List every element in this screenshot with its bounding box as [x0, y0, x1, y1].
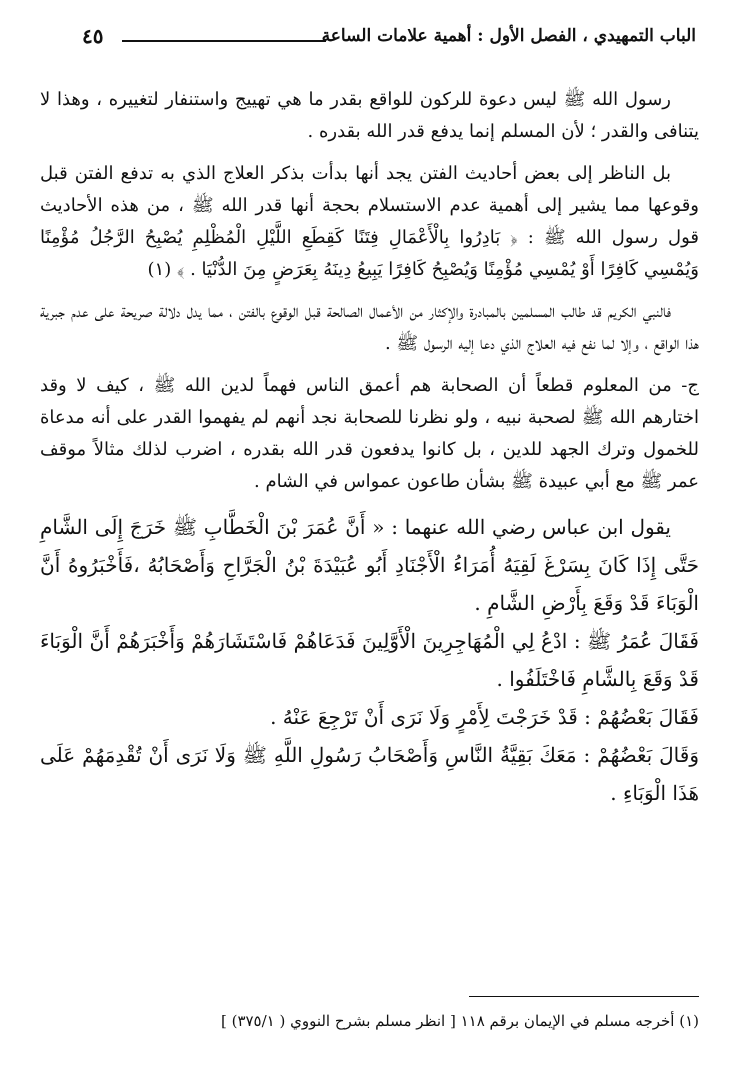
- header-rule: [122, 40, 326, 42]
- footnote: (١) أخرجه مسلم في الإيمان برقم ١١٨ [ انظر مسلم بشرح النووي ( ٣٧٥/١) ]: [220, 1012, 699, 1030]
- main-text: [40, 84, 699, 812]
- paragraph-1: رسول الله ﷺ ليس دعوة للركون للواقع بقدر ما هي تهييج واستنفار لتغييره ، وهذا لا يتنافى والقدر ؛ لأن المسلم إنما يدفع قدر الله بقدره .: [40, 89, 699, 142]
- header-title: الباب التمهيدي ، الفصل الأول : أهمية علامات الساعة: [321, 26, 696, 46]
- paragraph-3: فالنبي الكريم قد طالب المسلمين بالمبادرة والإكثار من الأعمال الصالحة قبل الوقوع بالفتن ، مما يدل دلالة صريحة على عدم جبرية هذا الواقع ، وإلا لما نفع فيه العلاج الذي دعا إليه الرسول ﷺ .: [40, 301, 699, 354]
- quote-part-2: فَقَالَ بَعْضُهُمْ : قَدْ خَرَجْتَ لِأَمْرٍ وَلَا نَرَى أَنْ تَرْجِعَ عَنْهُ .: [270, 705, 699, 729]
- paragraph-2: بل الناظر إلى بعض أحاديث الفتن يجد أنها بدأت بذكر العلاج الذي به تدفع الفتن قبل وقوعها مما يشير إلى أهمية عدم الاستسلام بحجة أنها قدر الله ﷺ ، من هذه الأحاديث قول رسول الله ﷺ : ﴿ بَادِرُوا بِالْأَعْمَالِ فِتَنًا كَقِطَعِ اللَّيْلِ الْمُظْلِمِ يُصْبِحُ الرَّجُلُ مُؤْمِنًا وَيُمْسِي كَافِرًا أَوْ يُمْسِي مُؤْمِنًا وَيُصْبِحُ كَافِرًا يَبِيعُ دِينَهُ بِعَرَضٍ مِنَ الدُّنْيَا . ﴾ (١): [40, 163, 699, 280]
- page-number: ٤٥: [82, 24, 104, 48]
- quote-intro: يقول ابن عباس رضي الله عنهما : « أَنَّ عُمَرَ بْنَ الْخَطَّابِ ﷺ خَرَجَ إِلَى الشَّامِ حَتَّى إِذَا كَانَ بِسَرْغَ لَقِيَهُ أُمَرَاءُ الْأَجْنَادِ أَبُو عُبَيْدَةَ بْنُ الْجَرَّاحِ وَأَصْحَابُهُ ،فَأَخْبَرُوهُ أَنَّ الْوَبَاءَ قَدْ وَقَعَ بِأَرْضِ الشَّامِ .: [40, 515, 699, 615]
- quote-part-1: فَقَالَ عُمَرُ ﷺ : ادْعُ لِي الْمُهَاجِرِينَ الْأَوَّلِينَ فَدَعَاهُمْ فَاسْتَشَارَهُمْ وَأَخْبَرَهُمْ أَنَّ الْوَبَاءَ قَدْ وَقَعَ بِالشَّامِ فَاخْتَلَفُوا .: [40, 629, 699, 691]
- paragraph-4: ج- من المعلوم قطعاً أن الصحابة هم أعمق الناس فهماً لدين الله ﷺ ، كيف لا وقد اختارهم الله ﷺ لصحبة نبيه ، ولو نظرنا للصحابة نجد أنهم لم يفهموا القدر على أنه مدعاة للخمول وترك الجهد للدين ، بل كانوا يدفعون قدر الله بقدره ، اضرب لذلك مثالاً موقف عمر ﷺ مع أبي عبيدة ﷺ بشأن طاعون عمواس في الشام .: [40, 375, 699, 492]
- running-header: [82, 22, 696, 62]
- footnote-rule: [469, 996, 699, 997]
- quote-part-3: وَقَالَ بَعْضُهُمْ : مَعَكَ بَقِيَّةُ النَّاسِ وَأَصْحَابُ رَسُولِ اللَّهِ ﷺ وَلَا نَرَى أَنْ تُقْدِمَهُمْ عَلَى هَذَا الْوَبَاءِ .: [40, 743, 699, 805]
